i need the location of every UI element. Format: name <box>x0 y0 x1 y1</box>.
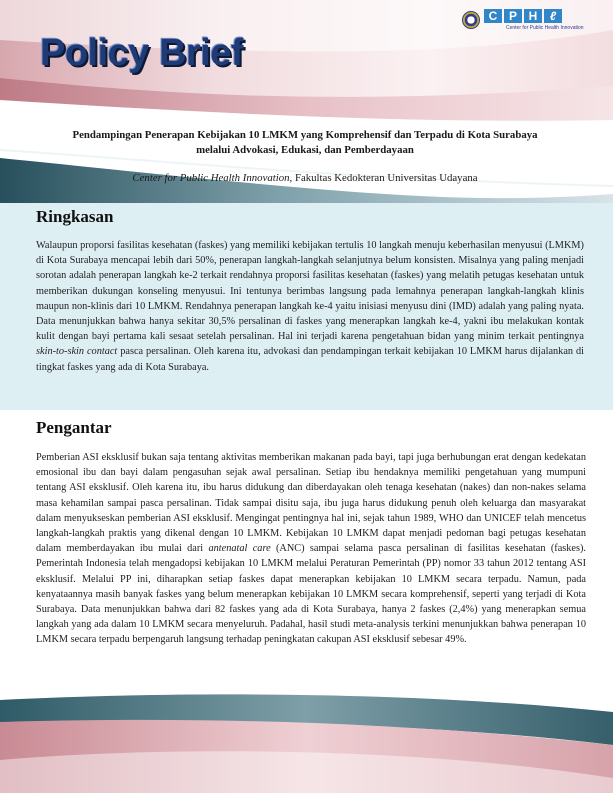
intro-text-italic: antenatal care <box>208 543 271 555</box>
intro-text-1: Pemberian ASI eksklusif bukan saja tentang aktivitas memberikan makanan pada bayi, tapi juga berhubungan erat dengan kedekatan emosional ibu dan bayi dalam pengasuhan sejak awal persalinan. Setiap ibu hendaknya memiliki pengetahuan yang mumpuni tentang ASI eksklusif. Oleh karena itu, ibu harus didukung dan diberdayakan oleh tenaga kesehatan (nakes) dan non-nakes selama masa kehamilan sampai pasca persalinan. Tidak sampai disitu saja, ibu juga harus didukung penuh oleh keluarga dan masyarakat dalam menyukseskan pemberian ASI eksklusif. Mengingat pentingnya hal ini, sejak tahun 1989, WHO dan UNICEF telah mencetus langkah-langkah praktis yang dikenal dengan 10 LMKM. Kebijakan 10 LMKM dapat menjadi pedoman bagi petugas kesehatan dalam memberdayakan ibu mulai dari <box>36 452 586 555</box>
logo-letter-i: ℓ <box>544 9 562 23</box>
institution-italic: Center for Public Health Innovation, <box>132 172 293 184</box>
summary-paragraph <box>36 238 584 375</box>
summary-text-italic: skin-to-skin contact <box>36 346 118 358</box>
logo-letter-p: P <box>504 9 522 23</box>
logo-subtitle: Center for Public Health Innovation <box>506 25 584 31</box>
logo-letter-c: C <box>484 9 502 23</box>
summary-text-2: pasca persalinan. Oleh karena itu, advokasi dan pendampingan terkait kebijakan 10 LMKM harus dijalankan di tingkat faskes yang ada di Kota Surabaya. <box>36 346 584 373</box>
cphi-logo <box>462 8 612 34</box>
page-title: Policy Brief <box>40 32 244 74</box>
logo-letters <box>484 9 562 23</box>
brief-subtitle: Pendampingan Penerapan Kebijakan 10 LMKM yang Komprehensif dan Terpadu di Kota Surabaya melalui Advokasi, Edukasi, dan Pemberdayaan <box>72 129 538 156</box>
intro-text-2: (ANC) sampai selama pasca persalinan di fasilitas kesehatan (faskes). Pemerintah Indonesia telah mengadopsi kebijakan 10 LMKM melalui Peraturan Pemerintah (PP) nomor 33 tahun 2012 tentang ASI eksklusif. Melalui PP ini, diharapkan setiap faskes dapat menerapkan kebijakan 10 LMKM secara terpadu. Namun, pada kenyataannya masih banyak faskes yang belum menerapkan kebijakan 10 LMKM secara komprehensif, seperti yang terjadi di Kota Surabaya. Data menunjukkan bahwa dari 82 faskes yang ada di Kota Surabaya, hanya 2 faskes (2,4%) yang menerapkan semua langkah yang ada dalam 10 LMKM secara menyeluruh. Padahal, hasil studi meta-analysis terkini menunjukkan bahwa penerapan 10 LMKM secara terpadu berpengaruh langsung terhadap peningkatan cakupan ASI eksklusif sebesar 49%. <box>36 543 587 646</box>
institution-rest: Fakultas Kedokteran Universitas Udayana <box>292 172 478 184</box>
intro-heading: Pengantar <box>36 418 112 437</box>
summary-heading: Ringkasan <box>36 207 114 226</box>
university-seal-icon <box>462 11 480 29</box>
institution-line <box>60 172 550 184</box>
intro-paragraph <box>36 450 586 648</box>
logo-letter-h: H <box>524 9 542 23</box>
summary-text-1: Walaupun proporsi fasilitas kesehatan (faskes) yang memiliki kebijakan tertulis 10 langkah menuju keberhasilan menyusui (LMKM) di Kota Surabaya mencapai lebih dari 50%, penerapan langkah-langkah selanjutnya belum konsisten. Misalnya yang paling menjadi sorotan adalah penerapan langkah ke-2 terkait rendahnya proporsi fasilitas kesehatan (faskes) yang melatih petugas kesehatan untuk memberikan dukungan konseling menyusui. Ini tentunya berimbas langsung pada lemahnya penerapan langkah-langkah klinis maupun non-klinis dari 10 LMKM. Rendahnya penerapan langkah ke-4 yaitu inisiasi menyusu dini (IMD) adalah yang paling nyata. Data menunjukkan bahwa hanya sekitar 30,5% persalinan di faskes yang menerapkan langkah ke-4, yakni ibu melakukan kontak kulit dengan bayi pertama kali sesaat setelah persalinan. Hal ini terjadi karena pengetahuan bidan yang minim terkait pentingnya <box>36 240 584 343</box>
